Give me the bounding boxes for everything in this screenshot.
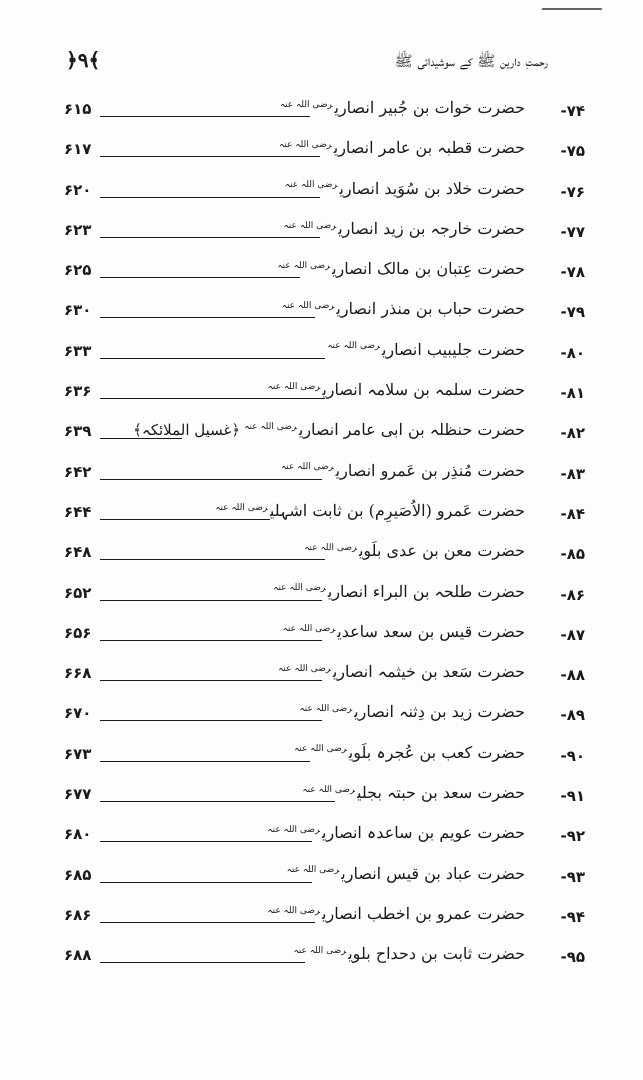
honorific-icon: رضی اللہ عنہ bbox=[244, 422, 297, 433]
toc-entry bbox=[0, 696, 643, 736]
entry-name: حضرت عِتبان بن مالک انصاری bbox=[332, 259, 525, 279]
entry-number: ۹۱- bbox=[560, 787, 585, 806]
leader-line bbox=[100, 398, 325, 399]
entry-name: حضرت خوات بن جُبیر انصاری bbox=[334, 98, 525, 117]
honorific-icon: رضی اللہ عنہ bbox=[281, 301, 335, 312]
entry-page-number: ۶۳۰ bbox=[64, 301, 92, 320]
entry-name-group bbox=[283, 864, 525, 883]
entry-page-number: ۶۱۵ bbox=[64, 100, 92, 118]
entry-page-number: ۶۴۴ bbox=[64, 502, 92, 521]
page-number: ﴿۹﴾ bbox=[66, 48, 101, 72]
entry-name: حضرت قطبہ بن عامر انصاری bbox=[333, 138, 525, 158]
leader-line bbox=[100, 600, 322, 601]
entry-number: ۹۲- bbox=[560, 827, 585, 846]
toc-entry bbox=[0, 173, 643, 213]
running-title: رحمتِ دارین ﷺ کے سوشیدائی ﷺ bbox=[394, 52, 548, 70]
entry-name-group bbox=[280, 219, 525, 238]
entry-name: حضرت ثابت بن دحداح بلوی bbox=[348, 944, 525, 964]
entry-page-number: ۶۷۷ bbox=[64, 785, 92, 804]
leader-line bbox=[100, 277, 300, 278]
honorific-icon: رضی اللہ عنہ bbox=[302, 784, 356, 795]
toc-entry bbox=[0, 817, 643, 857]
toc-entry bbox=[0, 293, 643, 333]
toc-entry bbox=[0, 213, 643, 253]
entry-name: حضرت قیس بن سعد ساعدی bbox=[337, 621, 525, 641]
entry-name-group bbox=[279, 622, 525, 641]
entry-name-group bbox=[281, 179, 525, 198]
entry-name-group bbox=[275, 138, 525, 157]
entry-number: ۷۷- bbox=[560, 222, 585, 241]
entry-number: ۸۳- bbox=[560, 464, 585, 483]
entry-page-number: ۶۸۶ bbox=[64, 905, 92, 924]
leader-line bbox=[100, 801, 335, 802]
entry-name-group bbox=[263, 823, 525, 842]
entry-number: ۹۵- bbox=[560, 948, 585, 967]
entry-title-extra: ﴿غسیل الملائکہ﴾ bbox=[133, 421, 241, 440]
entry-name-group bbox=[263, 904, 525, 923]
entry-page-number: ۶۱۷ bbox=[64, 140, 92, 159]
entry-name: حضرت حنظلہ بن ابی عامر انصاری bbox=[298, 420, 525, 440]
honorific-icon: رضی اللہ عنہ bbox=[273, 583, 326, 594]
leader-line bbox=[100, 962, 305, 963]
entry-name-group bbox=[273, 259, 525, 278]
toc-entry bbox=[0, 132, 643, 172]
entry-name-group bbox=[323, 340, 525, 359]
entry-number: ۸۶- bbox=[560, 585, 585, 604]
entry-name-group bbox=[133, 420, 525, 439]
honorific-icon: رضی اللہ عنہ bbox=[327, 341, 380, 352]
honorific-icon: رضی اللہ عنہ bbox=[277, 260, 331, 271]
leader-line bbox=[100, 317, 315, 318]
leader-line bbox=[100, 197, 320, 198]
leader-line bbox=[100, 882, 312, 883]
entry-name: حضرت خلاد بن سُوَید انصاری bbox=[339, 178, 525, 198]
entry-name-group bbox=[290, 743, 525, 762]
entry-name-group bbox=[274, 662, 525, 681]
entry-name-group bbox=[300, 541, 525, 560]
honorific-icon: رضی اللہ عنہ bbox=[294, 744, 347, 755]
entry-page-number: ۶۸۰ bbox=[64, 825, 92, 844]
honorific-icon: رضی اللہ عنہ bbox=[267, 381, 321, 392]
toc-entry bbox=[0, 253, 643, 293]
entry-page-number: ۶۴۸ bbox=[64, 543, 92, 562]
entry-page-number: ۶۸۵ bbox=[64, 865, 92, 884]
toc-entry bbox=[0, 374, 643, 414]
toc-entry bbox=[0, 938, 643, 978]
toc-entry bbox=[0, 414, 643, 454]
toc-entry bbox=[0, 535, 643, 575]
entry-name: حضرت خارجہ بن زید انصاری bbox=[338, 218, 525, 238]
entry-page-number: ۶۲۳ bbox=[64, 220, 92, 239]
toc-entry bbox=[0, 616, 643, 656]
leader-line bbox=[100, 438, 182, 439]
entry-name: حضرت معن بن عدی بلَوی bbox=[358, 541, 525, 561]
entry-number: ۹۳- bbox=[560, 867, 585, 886]
entry-page-number: ۶۳۳ bbox=[64, 341, 92, 360]
leader-line bbox=[100, 559, 325, 560]
honorific-icon: رضی اللہ عنہ bbox=[286, 865, 340, 876]
entry-page-number: ۶۶۸ bbox=[64, 664, 92, 683]
entry-number: ۸۸- bbox=[560, 666, 585, 685]
toc-entry bbox=[0, 92, 643, 132]
leader-line bbox=[100, 156, 320, 157]
entry-number: ۷۹- bbox=[560, 303, 585, 322]
entry-name: حضرت عباد بن قیس انصاری bbox=[341, 863, 525, 883]
entry-name-group bbox=[295, 702, 525, 721]
entry-name: حضرت عمرو بن اخطب انصاری bbox=[322, 903, 525, 923]
entry-name: حضرت حباب بن منذر انصاری bbox=[336, 299, 525, 319]
honorific-icon: رضی اللہ عنہ bbox=[215, 502, 268, 513]
entry-name-group bbox=[290, 944, 525, 963]
entry-number: ۸۷- bbox=[560, 625, 585, 644]
toc-entry bbox=[0, 777, 643, 817]
entry-page-number: ۶۳۶ bbox=[64, 382, 92, 401]
leader-line bbox=[100, 640, 322, 641]
honorific-icon: رضی اللہ عنہ bbox=[282, 623, 336, 634]
entry-page-number: ۶۵۲ bbox=[64, 583, 92, 602]
leader-line bbox=[100, 680, 322, 681]
leader-line bbox=[100, 116, 310, 117]
entry-number: ۹۴- bbox=[560, 907, 585, 926]
entry-name: حضرت عویم بن ساعدہ انصاری bbox=[322, 823, 525, 843]
entry-name-group bbox=[278, 299, 525, 318]
entry-name-group bbox=[298, 783, 525, 802]
honorific-icon: رضی اللہ عنہ bbox=[278, 663, 331, 674]
toc-entry bbox=[0, 334, 643, 374]
honorific-icon: رضی اللہ عنہ bbox=[299, 704, 353, 715]
entry-name: حضرت سعد بن حبتہ بجلی bbox=[357, 783, 525, 803]
entry-page-number: ۶۷۳ bbox=[64, 744, 92, 763]
honorific-icon: رضی اللہ عنہ bbox=[293, 945, 347, 956]
honorific-icon: رضی اللہ عنہ bbox=[304, 542, 357, 553]
entry-name: حضرت جلیبیب انصاری bbox=[381, 339, 525, 359]
toc-entry bbox=[0, 455, 643, 495]
honorific-icon: رضی اللہ عنہ bbox=[284, 180, 338, 191]
entry-page-number: ۶۷۰ bbox=[64, 704, 92, 723]
entry-name: حضرت مُنذِر بن عَمرو انصاری bbox=[335, 460, 525, 480]
entry-number: ۸۵- bbox=[560, 545, 585, 564]
entry-name-group bbox=[277, 461, 525, 480]
entry-page-number: ۶۲۵ bbox=[64, 261, 92, 280]
entry-number: ۸۲- bbox=[560, 424, 585, 443]
toc-entry bbox=[0, 858, 643, 898]
honorific-icon: رضی اللہ عنہ bbox=[267, 905, 321, 916]
table-of-contents bbox=[0, 92, 643, 979]
toc-entry bbox=[0, 656, 643, 696]
toc-entry bbox=[0, 495, 643, 535]
entry-number: ۷۵- bbox=[560, 142, 585, 161]
entry-number: ۸۴- bbox=[560, 504, 585, 523]
entry-name: حضرت عَمرو (الاُصَیرِم) بن ثابت اشہلی bbox=[269, 500, 525, 520]
honorific-icon: رضی اللہ عنہ bbox=[279, 99, 333, 110]
entry-name: حضرت طلحہ بن البراء انصاری bbox=[327, 581, 525, 601]
entry-name-group bbox=[276, 98, 525, 117]
toc-entry bbox=[0, 737, 643, 777]
toc-entry bbox=[0, 576, 643, 616]
page-header bbox=[0, 48, 643, 78]
entry-name: حضرت کعب بن عُجرہ بلَوی bbox=[348, 742, 525, 762]
entry-number: ۷۴- bbox=[560, 102, 585, 120]
entry-number: ۸۰- bbox=[560, 343, 585, 362]
leader-line bbox=[100, 761, 310, 762]
entry-page-number: ۶۴۲ bbox=[64, 462, 92, 481]
entry-name: حضرت سَعد بن خیثمہ انصاری bbox=[332, 662, 525, 682]
leader-line bbox=[100, 519, 270, 520]
entry-number: ۷۶- bbox=[560, 182, 585, 201]
honorific-icon: رضی اللہ عنہ bbox=[283, 220, 337, 231]
leader-line bbox=[100, 841, 312, 842]
entry-name-group bbox=[264, 380, 525, 399]
toc-entry bbox=[0, 898, 643, 938]
entry-number: ۷۸- bbox=[560, 263, 585, 282]
scan-corner-mark bbox=[542, 2, 605, 10]
entry-name-group bbox=[269, 582, 525, 601]
leader-line bbox=[100, 479, 322, 480]
entry-page-number: ۶۲۰ bbox=[64, 180, 92, 199]
honorific-icon: رضی اللہ عنہ bbox=[267, 825, 321, 836]
entry-number: ۹۰- bbox=[560, 746, 585, 765]
honorific-icon: رضی اللہ عنہ bbox=[280, 462, 334, 473]
entry-page-number: ۶۸۸ bbox=[64, 946, 92, 965]
entry-number: ۸۱- bbox=[560, 384, 585, 403]
entry-name: حضرت زید بن دِثنہ انصاری bbox=[354, 702, 525, 722]
leader-line bbox=[100, 237, 320, 238]
leader-line bbox=[100, 358, 325, 359]
entry-page-number: ۶۳۹ bbox=[64, 422, 92, 441]
entry-name: حضرت سلمہ بن سلامہ انصاری bbox=[322, 380, 525, 400]
entry-name-group bbox=[211, 501, 525, 520]
honorific-icon: رضی اللہ عنہ bbox=[279, 139, 332, 150]
leader-line bbox=[100, 720, 322, 721]
entry-page-number: ۶۵۶ bbox=[64, 623, 92, 642]
leader-line bbox=[100, 922, 315, 923]
entry-number: ۸۹- bbox=[560, 706, 585, 725]
